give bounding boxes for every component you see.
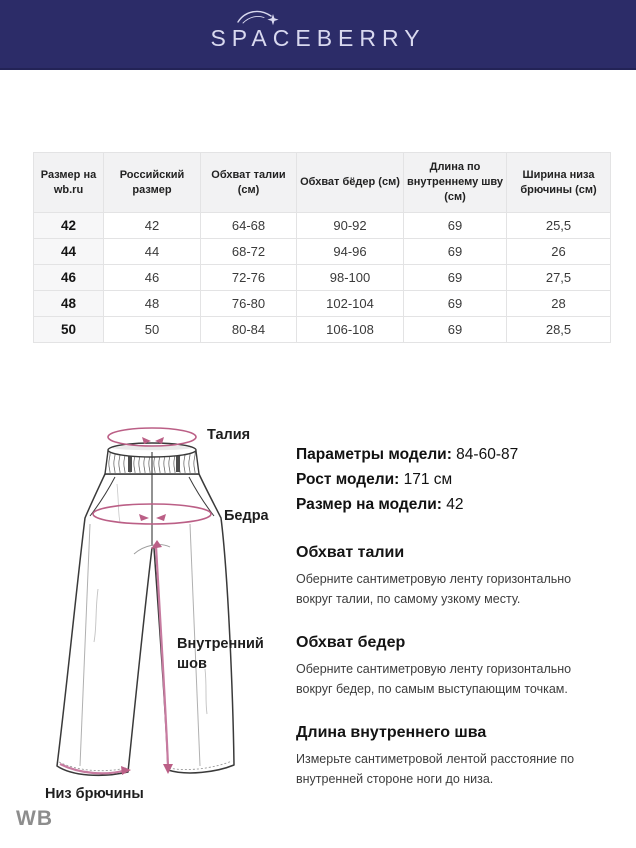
size-table: [33, 152, 611, 343]
cell-size: 48: [34, 291, 104, 317]
inseam-label: Внутренний шов: [177, 636, 264, 672]
guide-section-inseam: [296, 724, 618, 789]
model-size-label: Размер на модели:: [296, 496, 442, 513]
cell-size: 50: [34, 317, 104, 343]
model-size-line: [296, 492, 618, 517]
brand-header: [0, 0, 636, 70]
model-parameters-label: Параметры модели:: [296, 446, 452, 463]
cell-ru-size: 50: [104, 317, 201, 343]
table-row: [34, 291, 611, 317]
measure-guide: [296, 544, 618, 789]
cell-waist: 80-84: [201, 317, 297, 343]
cell-waist: 76-80: [201, 291, 297, 317]
table-row: [34, 317, 611, 343]
comet-icon: [236, 7, 282, 31]
cell-hips: 90-92: [297, 213, 404, 239]
col-header-inseam: Длина по внутреннему шву (см): [404, 153, 507, 213]
guide-waist-text: Оберните сантиметровую ленту горизонтально вокруг талии, по самому узкому месту.: [296, 572, 572, 606]
cell-inseam: 69: [404, 239, 507, 265]
guide-hips-text: Оберните сантиметровую ленту горизонтально вокруг бедер, по самым выступающим точкам.: [296, 662, 572, 696]
cell-leg-width: 25,5: [507, 213, 611, 239]
col-header-ru-size: Российский размер: [104, 153, 201, 213]
cell-ru-size: 48: [104, 291, 201, 317]
guide-inseam-title: Длина внутреннего шва: [296, 724, 487, 741]
model-parameters-line: [296, 442, 618, 467]
col-header-hips: Обхват бёдер (см): [297, 153, 404, 213]
waist-label: Талия: [207, 427, 251, 443]
cell-hips: 102-104: [297, 291, 404, 317]
cell-leg-width: 27,5: [507, 265, 611, 291]
brand-name: SPACEBERRY: [210, 24, 426, 51]
hips-label: Бедра: [224, 508, 269, 524]
cell-waist: 68-72: [201, 239, 297, 265]
col-header-wb-size: Размер на wb.ru: [34, 153, 104, 213]
guide-section-waist: [296, 544, 618, 609]
col-header-leg-width: Ширина низа брючины (см): [507, 153, 611, 213]
cell-inseam: 69: [404, 213, 507, 239]
col-header-waist: Обхват талии (см): [201, 153, 297, 213]
model-parameters-value: 84-60-87: [456, 446, 519, 463]
cell-ru-size: 44: [104, 239, 201, 265]
model-height-value: 171 см: [403, 471, 453, 488]
hem-label: Низ брючины: [45, 786, 144, 802]
cell-hips: 98-100: [297, 265, 404, 291]
table-row: [34, 239, 611, 265]
cell-waist: 64-68: [201, 213, 297, 239]
cell-ru-size: 46: [104, 265, 201, 291]
guide-inseam-text: Измерьте сантиметровой лентой расстояние по внутренней стороне ноги до низа.: [296, 752, 575, 786]
guide-hips-title: Обхват бедер: [296, 634, 406, 651]
brand-logo: [210, 17, 425, 52]
cell-size: 44: [34, 239, 104, 265]
model-height-line: [296, 467, 618, 492]
cell-inseam: 69: [404, 317, 507, 343]
cell-inseam: 69: [404, 291, 507, 317]
table-row: [34, 213, 611, 239]
cell-waist: 72-76: [201, 265, 297, 291]
table-header-row: [34, 153, 611, 213]
cell-leg-width: 26: [507, 239, 611, 265]
cell-ru-size: 42: [104, 213, 201, 239]
guide-section-hips: [296, 634, 618, 699]
wb-watermark: WB: [16, 807, 53, 830]
cell-size: 46: [34, 265, 104, 291]
cell-leg-width: 28,5: [507, 317, 611, 343]
cell-size: 42: [34, 213, 104, 239]
model-height-label: Рост модели:: [296, 471, 400, 488]
cell-hips: 94-96: [297, 239, 404, 265]
model-size-value: 42: [446, 496, 464, 513]
pants-diagram: [22, 414, 282, 814]
cell-inseam: 69: [404, 265, 507, 291]
cell-leg-width: 28: [507, 291, 611, 317]
cell-hips: 106-108: [297, 317, 404, 343]
table-row: [34, 265, 611, 291]
guide-waist-title: Обхват талии: [296, 544, 405, 561]
model-info-panel: [296, 442, 618, 814]
